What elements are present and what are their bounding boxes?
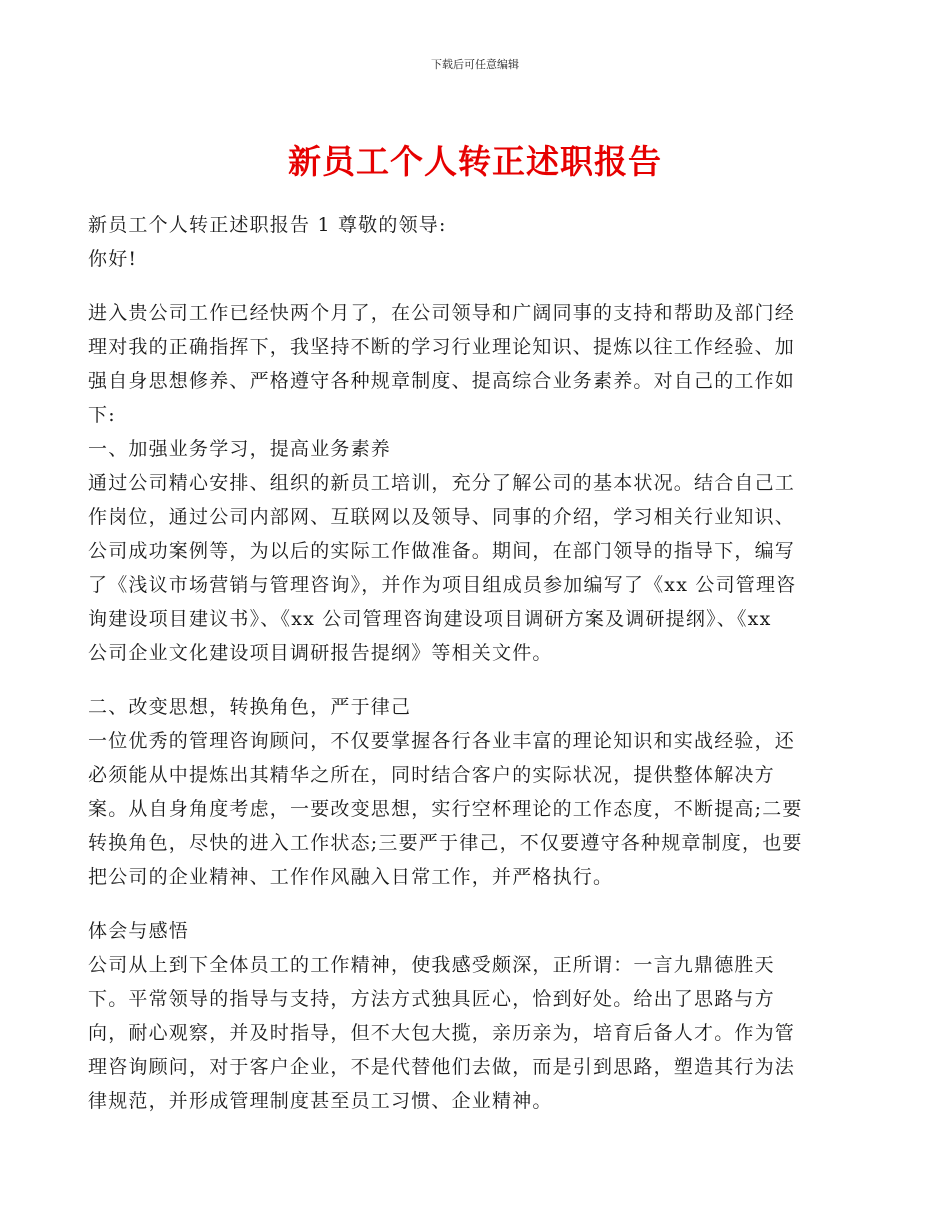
paragraph-line: 了《浅议市场营销与管理咨询》，并作为项目组成员参加编写了《xx 公司管理咨 [88,574,797,596]
section-heading: 体会与感悟 [88,920,190,942]
paragraph-line: 通过公司精心安排、组织的新员工培训，充分了解公司的基本状况。结合自己工 [88,472,796,494]
intro-line: 新员工个人转正述职报告 1 尊敬的领导: [88,214,447,236]
paragraph-line: 公司成功案例等，为以后的实际工作做准备。期间，在部门领导的指导下，编写 [88,540,796,562]
document-body [88,208,868,1118]
paragraph-line: 下。平常领导的指导与支持，方法方式独具匠心，恰到好处。给出了思路与方 [88,988,775,1010]
paragraph-line: 一位优秀的管理咨询顾问，不仅要掌握各行各业丰富的理论知识和实战经验，还 [88,730,796,752]
paragraph-line: 把公司的企业精神、工作作风融入日常工作，并严格执行。 [88,866,614,888]
paragraph-line: 必须能从中提炼出其精华之所在，同时结合客户的实际状况，提供整体解决方 [88,764,775,786]
paragraph-line: 律规范，并形成管理制度甚至员工习惯、企业精神。 [88,1090,553,1112]
header-note: 下载后可任意编辑 [431,58,519,71]
section-change-mindset [88,690,868,894]
paragraph-line: 询建设项目建议书》、《xx 公司管理咨询建设项目调研方案及调研提纲》、《xx [88,608,772,630]
intro-block [88,208,868,276]
document-title: 新员工个人转正述职报告 [288,142,662,181]
paragraph-line: 理咨询顾问，对于客户企业，不是代替他们去做，而是引到思路，塑造其行为法 [88,1056,796,1078]
paragraph-line: 下: [88,404,116,426]
paragraph-opening [88,296,868,432]
paragraph-line: 作岗位，通过公司内部网、互联网以及领导、同事的介绍，学习相关行业知识、 [88,506,796,528]
section-heading: 一、加强业务学习，提高业务素养 [88,438,392,460]
greeting-line: 你好! [88,248,138,270]
paragraph-line: 转换角色，尽快的进入工作状态;三要严于律己，不仅要遵守各种规章制度，也要 [88,832,803,854]
paragraph-line: 理对我的正确指挥下，我坚持不断的学习行业理论知识、提炼以往工作经验、加 [88,336,796,358]
paragraph-line: 向，耐心观察，并及时指导，但不大包大揽，亲历亲为，培育后备人才。作为管 [88,1022,796,1044]
paragraph-line: 进入贵公司工作已经快两个月了，在公司领导和广阔同事的支持和帮助及部门经 [88,302,796,324]
section-business-study [88,432,868,670]
paragraph-line: 公司企业文化建设项目调研报告提纲》等相关文件。 [88,642,553,664]
paragraph-line: 强自身思想修养、严格遵守各种规章制度、提高综合业务素养。对自己的工作如 [88,370,796,392]
section-heading: 二、改变思想，转换角色，严于律己 [88,696,412,718]
paragraph-line: 公司从上到下全体员工的工作精神，使我感受颇深，正所谓：一言九鼎德胜天 [88,954,775,976]
section-reflections [88,914,868,1118]
paragraph-line: 案。从自身角度考虑，一要改变思想，实行空杯理论的工作态度，不断提高;二要 [88,798,803,820]
